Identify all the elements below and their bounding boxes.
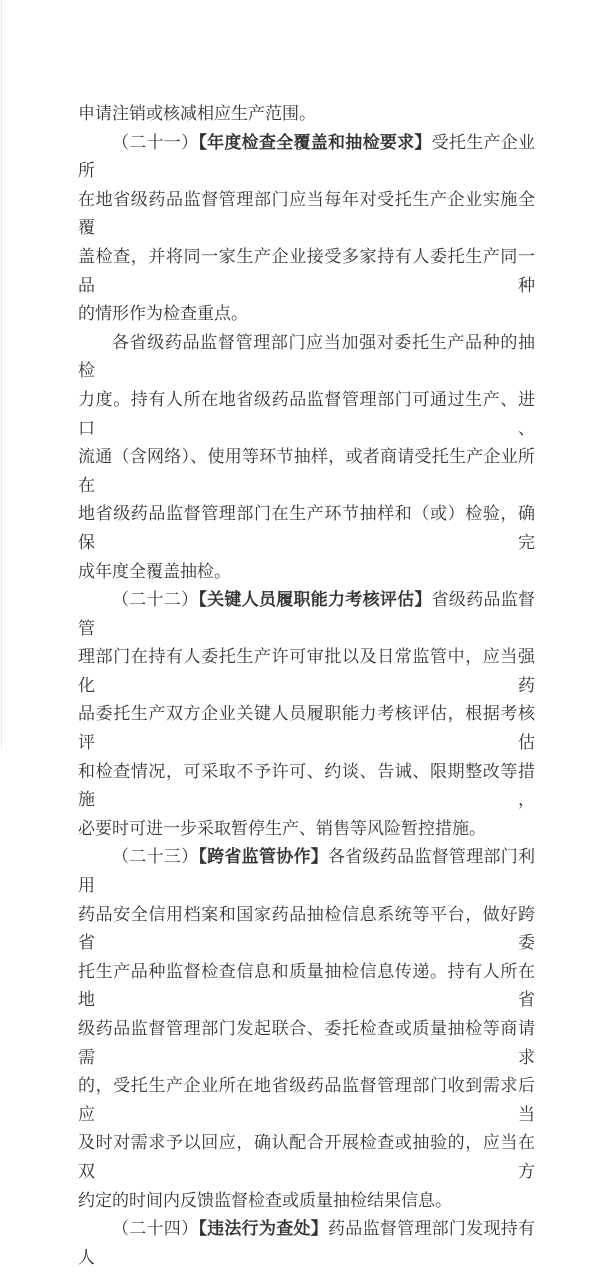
paragraph-item-24 — [78, 1215, 535, 1272]
text-line: 的，受托生产企业所在地省级药品监督管理部门收到需求后应当 — [78, 1076, 535, 1124]
paragraph-item-23 — [78, 843, 535, 1215]
text-line: 品委托生产双方企业关键人员履职能力考核评估，根据考核评估 — [78, 704, 535, 753]
text-line: 力度。持有人所在地省级药品监督管理部门可通过生产、进口、 — [78, 389, 535, 438]
text-line: 的情形作为检查重点。 — [78, 304, 248, 324]
section-number: （二十四） — [112, 1219, 199, 1239]
text-line: 地省级药品监督管理部门在生产环节抽样和（或）检验，确保完 — [78, 504, 535, 552]
paragraph-item-21 — [78, 129, 535, 329]
section-heading: 【违法行为查处】 — [198, 1219, 329, 1239]
text-line: 托生产品种监督检查信息和质量抽检信息传递。持有人所在地省 — [78, 961, 535, 1010]
text-line: 理部门在持有人委托生产许可审批以及日常监管中，应当强化药 — [78, 647, 535, 695]
document-body — [78, 100, 535, 1272]
section-heading: 【年度检查全覆盖和抽检要求】 — [198, 132, 432, 152]
section-heading: 【关键人员履职能力考核评估】 — [198, 590, 432, 610]
text-line: 级药品监督管理部门发起联合、委托检查或质量抽检等商请需求 — [78, 1019, 535, 1067]
paragraph-item-22 — [78, 586, 535, 843]
text-line: 药品安全信用档案和国家药品抽检信息系统等平台，做好跨省委 — [78, 904, 535, 953]
text-line: 成年度全覆盖抽检。 — [78, 561, 231, 581]
text-line: 必要时可进一步采取暂停生产、销售等风险暂控措施。 — [78, 818, 486, 838]
section-text: 各省级药品监督管理部门利用 — [78, 847, 536, 896]
section-number: （二十一） — [112, 132, 199, 152]
text-line — [78, 586, 535, 643]
section-number: （二十二） — [112, 590, 199, 610]
section-number: （二十三） — [112, 847, 199, 867]
section-text: 药品监督管理部门发现持有人 — [78, 1219, 536, 1267]
text-line: 流通（含网络）、使用等环节抽样，或者商请受托生产企业所在 — [78, 447, 535, 495]
text-line: 及时对需求予以回应，确认配合开展检查或抽验的，应当在双方 — [78, 1133, 535, 1181]
paragraph-body — [78, 329, 535, 586]
section-text: 受托生产企业所 — [78, 132, 536, 181]
section-heading: 【跨省监管协作】 — [198, 847, 329, 867]
text-line: 盖检查，并将同一家生产企业接受多家持有人委托生产同一品种 — [78, 246, 535, 295]
page-edge-line — [1, 0, 2, 750]
text-line — [78, 1215, 535, 1272]
text-line: 在地省级药品监督管理部门应当每年对受托生产企业实施全覆 — [78, 189, 535, 238]
text-line: 和检查情况，可采取不予许可、约谈、告诫、限期整改等措施， — [78, 761, 535, 810]
text-line: 各省级药品监督管理部门应当加强对委托生产品种的抽检 — [78, 332, 535, 381]
text-line: 约定的时间内反馈监督检查或质量抽检结果信息。 — [78, 1190, 452, 1210]
text-line — [78, 843, 535, 900]
text-line — [78, 129, 535, 186]
text-line: 申请注销或核减相应生产范围。 — [78, 104, 316, 123]
paragraph-continuation — [78, 100, 535, 129]
section-text: 省级药品监督管 — [78, 590, 536, 638]
